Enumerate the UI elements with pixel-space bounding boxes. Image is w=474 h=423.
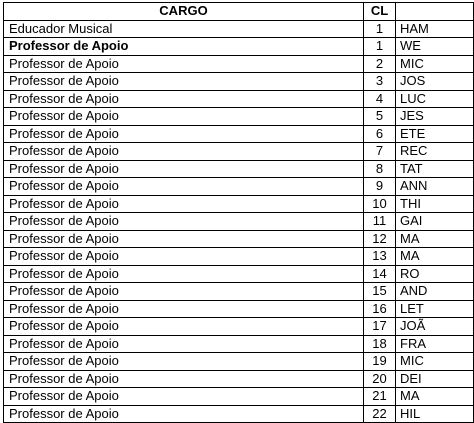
cell-cl: 17 (364, 318, 396, 336)
cell-cargo: Professor de Apoio (4, 90, 364, 108)
cell-cargo: Professor de Apoio (4, 248, 364, 266)
table-row (4, 108, 474, 126)
cell-cl: 22 (364, 405, 396, 423)
cell-cargo: Professor de Apoio (4, 388, 364, 406)
table-row (4, 230, 474, 248)
cell-nome: DEI (396, 370, 474, 388)
cell-nome: HAM (396, 20, 474, 38)
cell-nome: JOÃ (396, 318, 474, 336)
cell-cl: 11 (364, 213, 396, 231)
table-row (4, 213, 474, 231)
cell-cargo: Professor de Apoio (4, 213, 364, 231)
cell-cargo: Professor de Apoio (4, 178, 364, 196)
cell-nome: HIL (396, 405, 474, 423)
table-row (4, 405, 474, 423)
cell-nome: REC (396, 143, 474, 161)
cell-cargo: Professor de Apoio (4, 195, 364, 213)
cell-cargo: Professor de Apoio (4, 38, 364, 56)
cell-nome: JOS (396, 73, 474, 91)
table-row (4, 38, 474, 56)
cell-cl: 2 (364, 55, 396, 73)
cell-nome: ANN (396, 178, 474, 196)
cell-nome: ETE (396, 125, 474, 143)
cell-nome: MIC (396, 353, 474, 371)
cell-cl: 12 (364, 230, 396, 248)
cell-cl: 13 (364, 248, 396, 266)
cell-nome: MA (396, 248, 474, 266)
table-row (4, 73, 474, 91)
cell-cargo: Professor de Apoio (4, 300, 364, 318)
table-row (4, 90, 474, 108)
cell-cargo: Professor de Apoio (4, 55, 364, 73)
cell-nome: TAT (396, 160, 474, 178)
cell-cargo: Professor de Apoio (4, 335, 364, 353)
table-row (4, 318, 474, 336)
table-row (4, 125, 474, 143)
cell-cargo: Professor de Apoio (4, 73, 364, 91)
cell-cl: 14 (364, 265, 396, 283)
table-row (4, 283, 474, 301)
cell-cl: 20 (364, 370, 396, 388)
cell-nome: JES (396, 108, 474, 126)
cell-cargo: Professor de Apoio (4, 160, 364, 178)
cell-cl: 4 (364, 90, 396, 108)
table-row (4, 195, 474, 213)
cell-cargo: Professor de Apoio (4, 283, 364, 301)
cell-cargo: Educador Musical (4, 20, 364, 38)
cell-cargo: Professor de Apoio (4, 318, 364, 336)
cell-cargo: Professor de Apoio (4, 370, 364, 388)
cell-cargo: Professor de Apoio (4, 405, 364, 423)
cell-nome: LET (396, 300, 474, 318)
cell-cargo: Professor de Apoio (4, 125, 364, 143)
cell-cl: 7 (364, 143, 396, 161)
header-cargo: CARGO (4, 3, 364, 21)
cell-cl: 15 (364, 283, 396, 301)
table-row (4, 335, 474, 353)
cell-nome: GAI (396, 213, 474, 231)
cell-nome: LUC (396, 90, 474, 108)
spreadsheet-viewport (3, 2, 429, 423)
cell-cl: 1 (364, 20, 396, 38)
cell-nome: MA (396, 388, 474, 406)
cell-nome: FRA (396, 335, 474, 353)
cargo-table (3, 2, 474, 423)
cell-nome: MIC (396, 55, 474, 73)
table-row (4, 265, 474, 283)
cell-cargo: Professor de Apoio (4, 108, 364, 126)
cell-cl: 18 (364, 335, 396, 353)
table-body (4, 20, 474, 423)
cell-nome: WE (396, 38, 474, 56)
table-row (4, 55, 474, 73)
cell-cl: 8 (364, 160, 396, 178)
cell-cl: 10 (364, 195, 396, 213)
header-nome (396, 3, 474, 21)
table-row (4, 20, 474, 38)
cell-nome: AND (396, 283, 474, 301)
cell-cl: 19 (364, 353, 396, 371)
cell-cl: 5 (364, 108, 396, 126)
cell-cargo: Professor de Apoio (4, 265, 364, 283)
cell-cargo: Professor de Apoio (4, 143, 364, 161)
cell-cl: 1 (364, 38, 396, 56)
header-row (4, 3, 474, 21)
table-row (4, 353, 474, 371)
header-cl: CL (364, 3, 396, 21)
table-row (4, 248, 474, 266)
cell-cargo: Professor de Apoio (4, 353, 364, 371)
cell-cl: 9 (364, 178, 396, 196)
cell-nome: THI (396, 195, 474, 213)
cell-cargo: Professor de Apoio (4, 230, 364, 248)
cell-cl: 21 (364, 388, 396, 406)
cell-nome: RO (396, 265, 474, 283)
table-row (4, 160, 474, 178)
table-row (4, 388, 474, 406)
table-row (4, 370, 474, 388)
table-row (4, 178, 474, 196)
cell-cl: 3 (364, 73, 396, 91)
cell-cl: 6 (364, 125, 396, 143)
cell-nome: MA (396, 230, 474, 248)
table-row (4, 143, 474, 161)
table-row (4, 300, 474, 318)
cell-cl: 16 (364, 300, 396, 318)
